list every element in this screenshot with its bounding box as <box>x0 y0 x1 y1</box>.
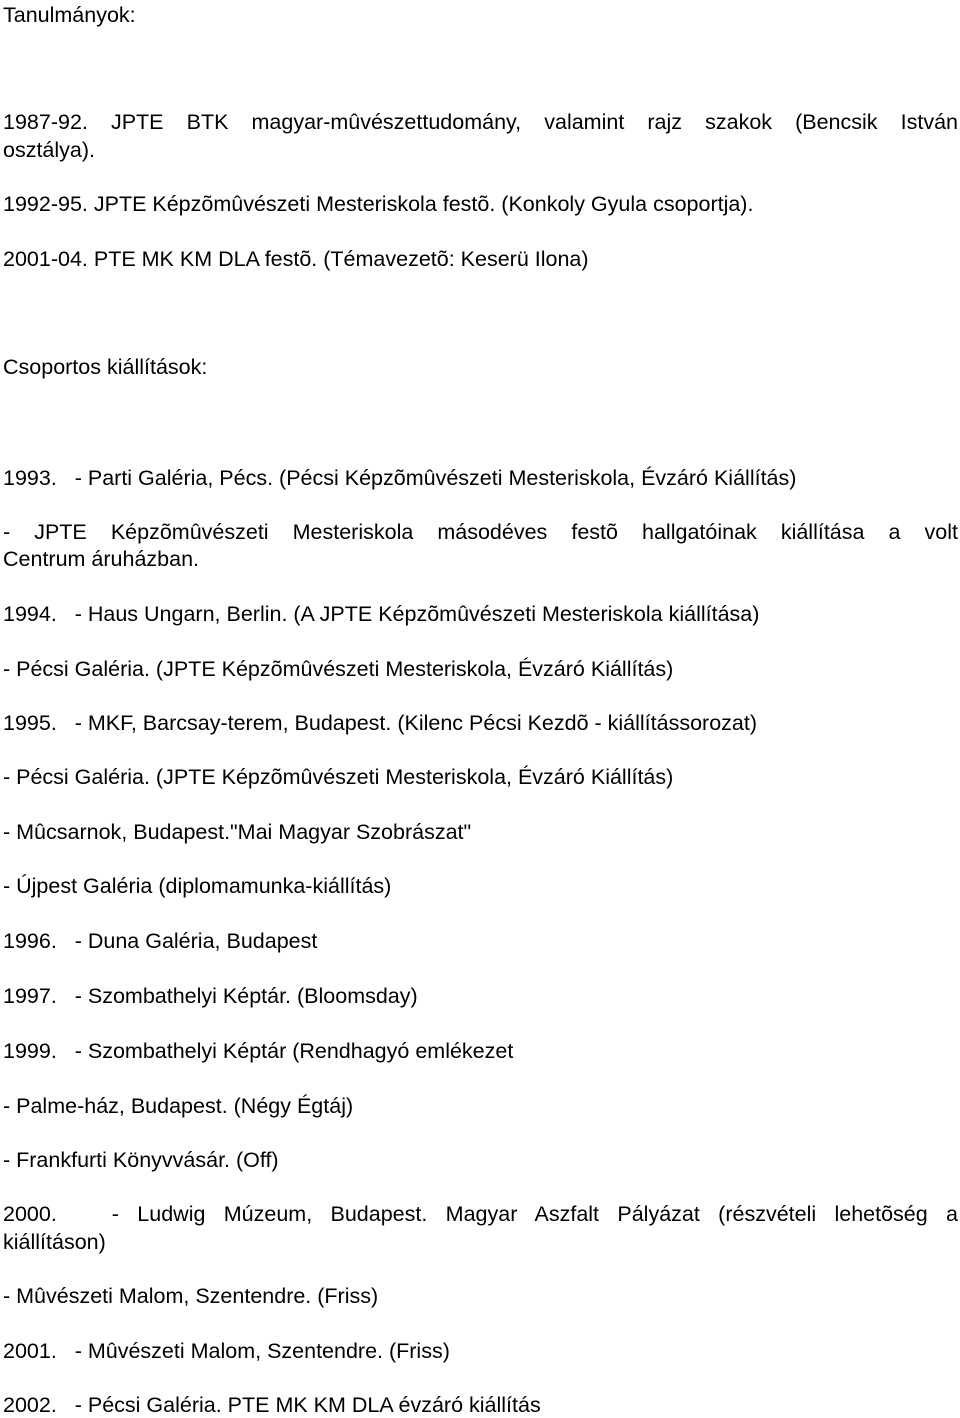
study-item-1-line-1: 1987-92. JPTE BTK magyar-mûvészettudomány, valamint rajz szakok (Bencsik István <box>3 110 958 134</box>
exhibition-item-1995-b: - Pécsi Galéria. (JPTE Képzõmûvészeti Mesteriskola, Évzáró Kiállítás) <box>3 765 674 789</box>
exhibition-item-1993-b-line-2: Centrum áruházban. <box>3 547 199 571</box>
exhibition-item-2002: 2002. - Pécsi Galéria. PTE MK KM DLA évzáró kiállítás <box>3 1393 541 1417</box>
exhibition-item-2000-line-1: 2000. - Ludwig Múzeum, Budapest. Magyar Aszfalt Pályázat (részvételi lehetõség a <box>3 1202 958 1226</box>
exhibition-item-1997: 1997. - Szombathelyi Képtár. (Bloomsday) <box>3 984 418 1008</box>
group-exhibitions-heading: Csoportos kiállítások: <box>3 355 208 379</box>
exhibition-item-2000-b: - Mûvészeti Malom, Szentendre. (Friss) <box>3 1284 379 1308</box>
exhibition-item-2000-line-2: kiállításon) <box>3 1230 106 1254</box>
study-item-2: 1992-95. JPTE Képzõmûvészeti Mesteriskola festõ. (Konkoly Gyula csoportja). <box>3 192 754 216</box>
study-item-3: 2001-04. PTE MK KM DLA festõ. (Témavezetõ: Keserü Ilona) <box>3 247 589 271</box>
exhibition-item-1996: 1996. - Duna Galéria, Budapest <box>3 929 318 953</box>
exhibition-item-1993: 1993. - Parti Galéria, Pécs. (Pécsi Képzõmûvészeti Mesteriskola, Évzáró Kiállítás) <box>3 466 797 490</box>
exhibition-item-1993-b-line-1: - JPTE Képzõmûvészeti Mesteriskola másodéves festõ hallgatóinak kiállítása a volt <box>3 520 958 544</box>
exhibition-item-1995: 1995. - MKF, Barcsay-terem, Budapest. (Kilenc Pécsi Kezdõ - kiállítássorozat) <box>3 711 757 735</box>
exhibition-item-1994-b: - Pécsi Galéria. (JPTE Képzõmûvészeti Mesteriskola, Évzáró Kiállítás) <box>3 657 674 681</box>
exhibition-item-1995-c: - Mûcsarnok, Budapest."Mai Magyar Szobrászat" <box>3 820 472 844</box>
study-item-1-line-2: osztálya). <box>3 138 96 162</box>
exhibition-item-1995-d: - Újpest Galéria (diplomamunka-kiállítás) <box>3 874 392 898</box>
exhibition-item-1994: 1994. - Haus Ungarn, Berlin. (A JPTE Képzõmûvészeti Mesteriskola kiállítása) <box>3 602 760 626</box>
exhibition-item-1999-b: - Palme-ház, Budapest. (Négy Égtáj) <box>3 1094 354 1118</box>
exhibition-item-2001: 2001. - Mûvészeti Malom, Szentendre. (Friss) <box>3 1339 450 1363</box>
exhibition-item-1999-c: - Frankfurti Könyvvásár. (Off) <box>3 1148 279 1172</box>
studies-heading: Tanulmányok: <box>3 3 136 27</box>
exhibition-item-1999: 1999. - Szombathelyi Képtár (Rendhagyó emlékezet <box>3 1039 514 1063</box>
